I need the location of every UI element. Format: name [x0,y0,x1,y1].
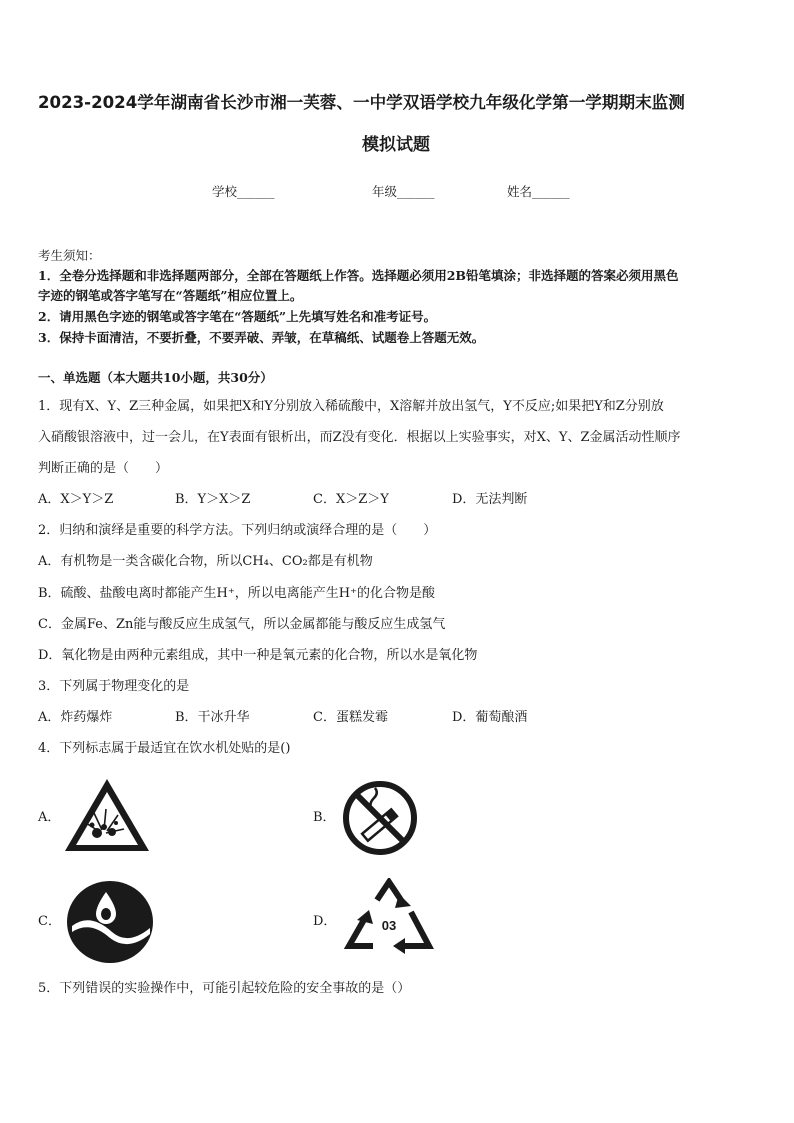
explosive-warning-sign-icon [62,775,152,855]
grade-field: 年级______ [372,184,435,199]
water-saving-sign-icon [66,880,154,964]
question-5-stem: 5．下列错误的实验操作中，可能引起较危险的安全事故的是（） [38,981,411,996]
question-2-option-c: C．金属Fe、Zn能与酸反应生成氢气，所以金属都能与酸反应生成氢气 [38,617,446,632]
question-1-option-a: A．X＞Y＞Z [38,492,114,507]
question-2-option-d: D．氧化物是由两种元素组成，其中一种是氧元素的化合物，所以水是氧化物 [38,648,478,663]
question-4-stem: 4．下列标志属于最适宜在饮水机处贴的是() [38,741,291,756]
question-4-option-d-label: D． [313,914,337,929]
question-1-option-d: D．无法判断 [452,492,528,507]
question-3-option-c: C．蛋糕发霉 [313,710,388,725]
notice-item: 2．请用黑色字迹的钢笔或答字笔在“答题纸”上先填写姓名和准考证号。 [38,309,437,324]
recycling-sign-icon [343,878,435,960]
page-title-line2: 模拟试题 [362,135,430,155]
question-1-stem-line: 判断正确的是（ ） [38,461,169,476]
section-heading: 一、单选题（本大题共10小题，共30分） [38,370,273,385]
question-2-option-a: A．有机物是一类含碳化合物，所以CH₄、CO₂都是有机物 [38,554,373,569]
question-4-option-c-label: C． [38,914,61,929]
question-1-option-c: C．X＞Z＞Y [313,492,389,507]
question-3-option-d: D．葡萄酿酒 [452,710,528,725]
question-3-stem: 3．下列属于物理变化的是 [38,679,190,694]
notice-heading: 考生须知： [38,248,101,263]
page-title-line1: 2023-2024学年湖南省长沙市湘一芙蓉、一中学双语学校九年级化学第一学期期末监测 [38,93,685,112]
recycle-code-label: 03 [381,918,397,933]
notice-item: 3．保持卡面清洁，不要折叠，不要弄破、弄皱，在草稿纸、试题卷上答题无效。 [38,330,485,345]
notice-item: 字迹的钢笔或答字笔写在“答题纸”相应位置上。 [38,288,303,303]
question-2-stem: 2．归纳和演绎是重要的科学方法。下列归纳或演绎合理的是（ ） [38,523,437,538]
question-3-option-a: A．炸药爆炸 [38,710,113,725]
question-3-option-b: B．干冰升华 [175,710,250,725]
no-smoking-sign-icon [342,780,418,856]
question-2-option-b: B．硫酸、盐酸电离时都能产生H⁺，所以电离能产生H⁺的化合物是酸 [38,586,435,601]
notice-item: 1．全卷分选择题和非选择题两部分，全部在答题纸上作答。选择题必须用2B铅笔填涂；非选择题的答案必须用黑色 [38,268,679,283]
school-field: 学校______ [212,184,275,199]
question-4-option-a-label: A． [38,810,61,825]
question-1-stem-line: 入硝酸银溶液中，过一会儿，在Y表面有银析出，而Z没有变化．根据以上实验事实，对X、Y、Z金属活动性顺序 [38,430,681,445]
name-field: 姓名______ [507,184,570,199]
question-1-stem-line: 1．现有X、Y、Z三种金属，如果把X和Y分别放入稀硫酸中，X溶解并放出氢气，Y不反应;如果把Y和Z分别放 [38,399,664,414]
question-4-option-b-label: B． [313,810,336,825]
question-1-option-b: B．Y＞X＞Z [175,492,251,507]
